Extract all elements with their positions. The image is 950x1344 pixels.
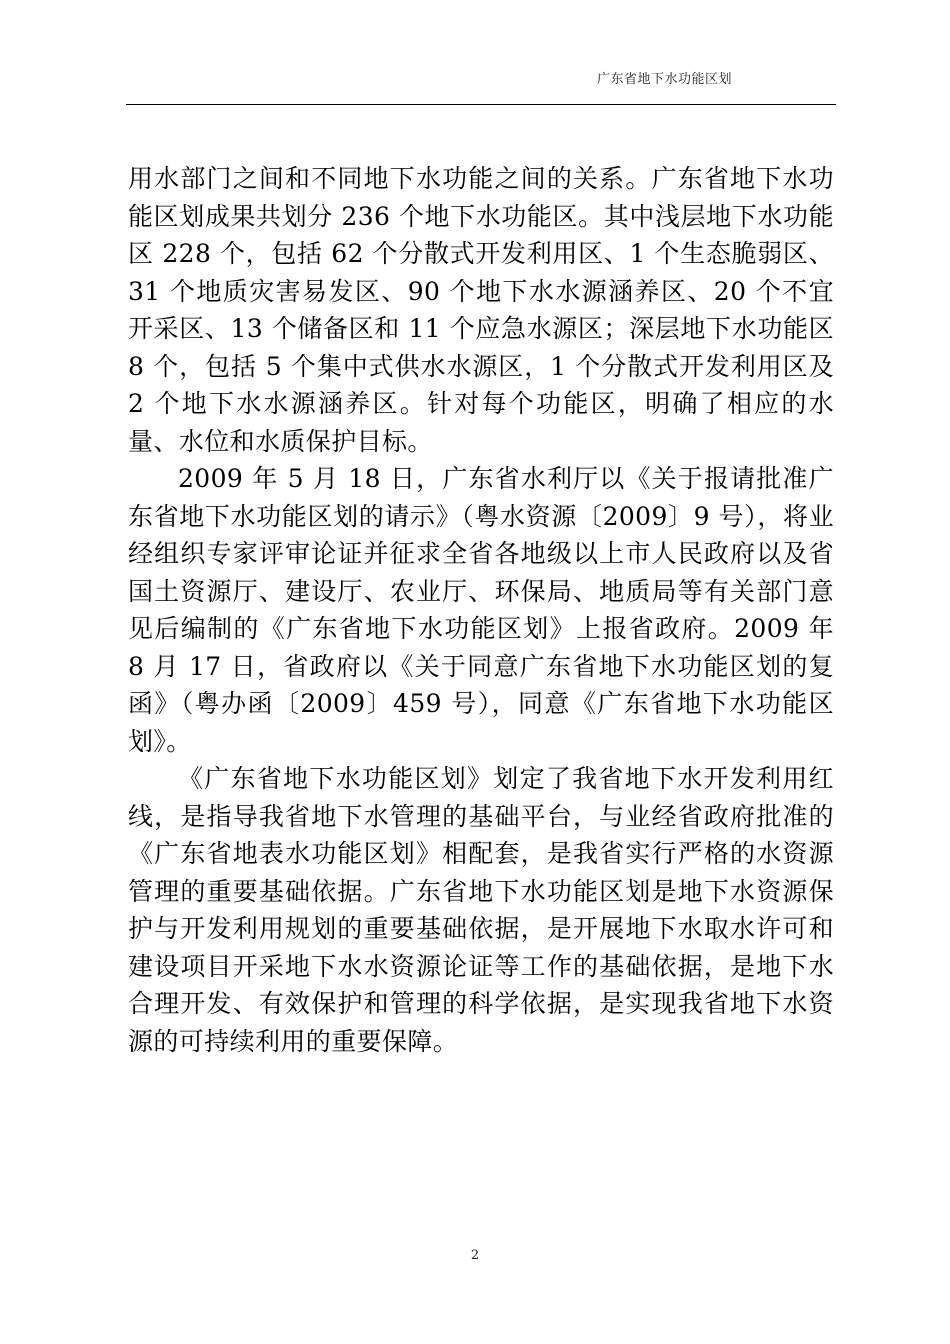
running-header-title: 广东省地下水功能区划 [596, 72, 732, 87]
page-number: 2 [470, 1248, 480, 1263]
header-divider [126, 104, 836, 105]
document-body [128, 160, 834, 1060]
paragraph-1: 用水部门之间和不同地下水功能之间的关系。广东省地下水功能区划成果共划分 236 个地下水功能区。其中浅层地下水功能区 228 个，包括 62 个分散式开发利用区、1 个生态脆弱区、31 个地质灾害易发区、90 个地下水水源涵养区、20 个不宜开采区、13 个储备区和 11 个应急水源区；深层地下水功能区 8 个，包括 5 个集中式供水水源区，1 个分散式开发利用区及 2 个地下水水源涵养区。针对每个功能区，明确了相应的水量、水位和水质保护目标。 [128, 164, 834, 456]
paragraph-2: 2009 年 5 月 18 日，广东省水利厅以《关于报请批准广东省地下水功能区划的请示》（粤水资源〔2009〕9 号），将业经组织专家评审论证并征求全省各地级以上市人民政府以及省国土资源厅、建设厅、农业厅、环保局、地质局等有关部门意见后编制的《广东省地下水功能区划》上报省政府。2009 年 8 月 17 日，省政府以《关于同意广东省地下水功能区划的复函》（粤办函〔2009〕459 号），同意《广东省地下水功能区划》。 [128, 464, 834, 756]
paragraph-3: 《广东省地下水功能区划》划定了我省地下水开发利用红线，是指导我省地下水管理的基础平台，与业经省政府批准的《广东省地表水功能区划》相配套，是我省实行严格的水资源管理的重要基础依据。广东省地下水功能区划是地下水资源保护与开发利用规划的重要基础依据，是开展地下水取水许可和建设项目开采地下水水资源论证等工作的基础依据，是地下水合理开发、有效保护和管理的科学依据，是实现我省地下水资源的可持续利用的重要保障。 [128, 764, 834, 1056]
